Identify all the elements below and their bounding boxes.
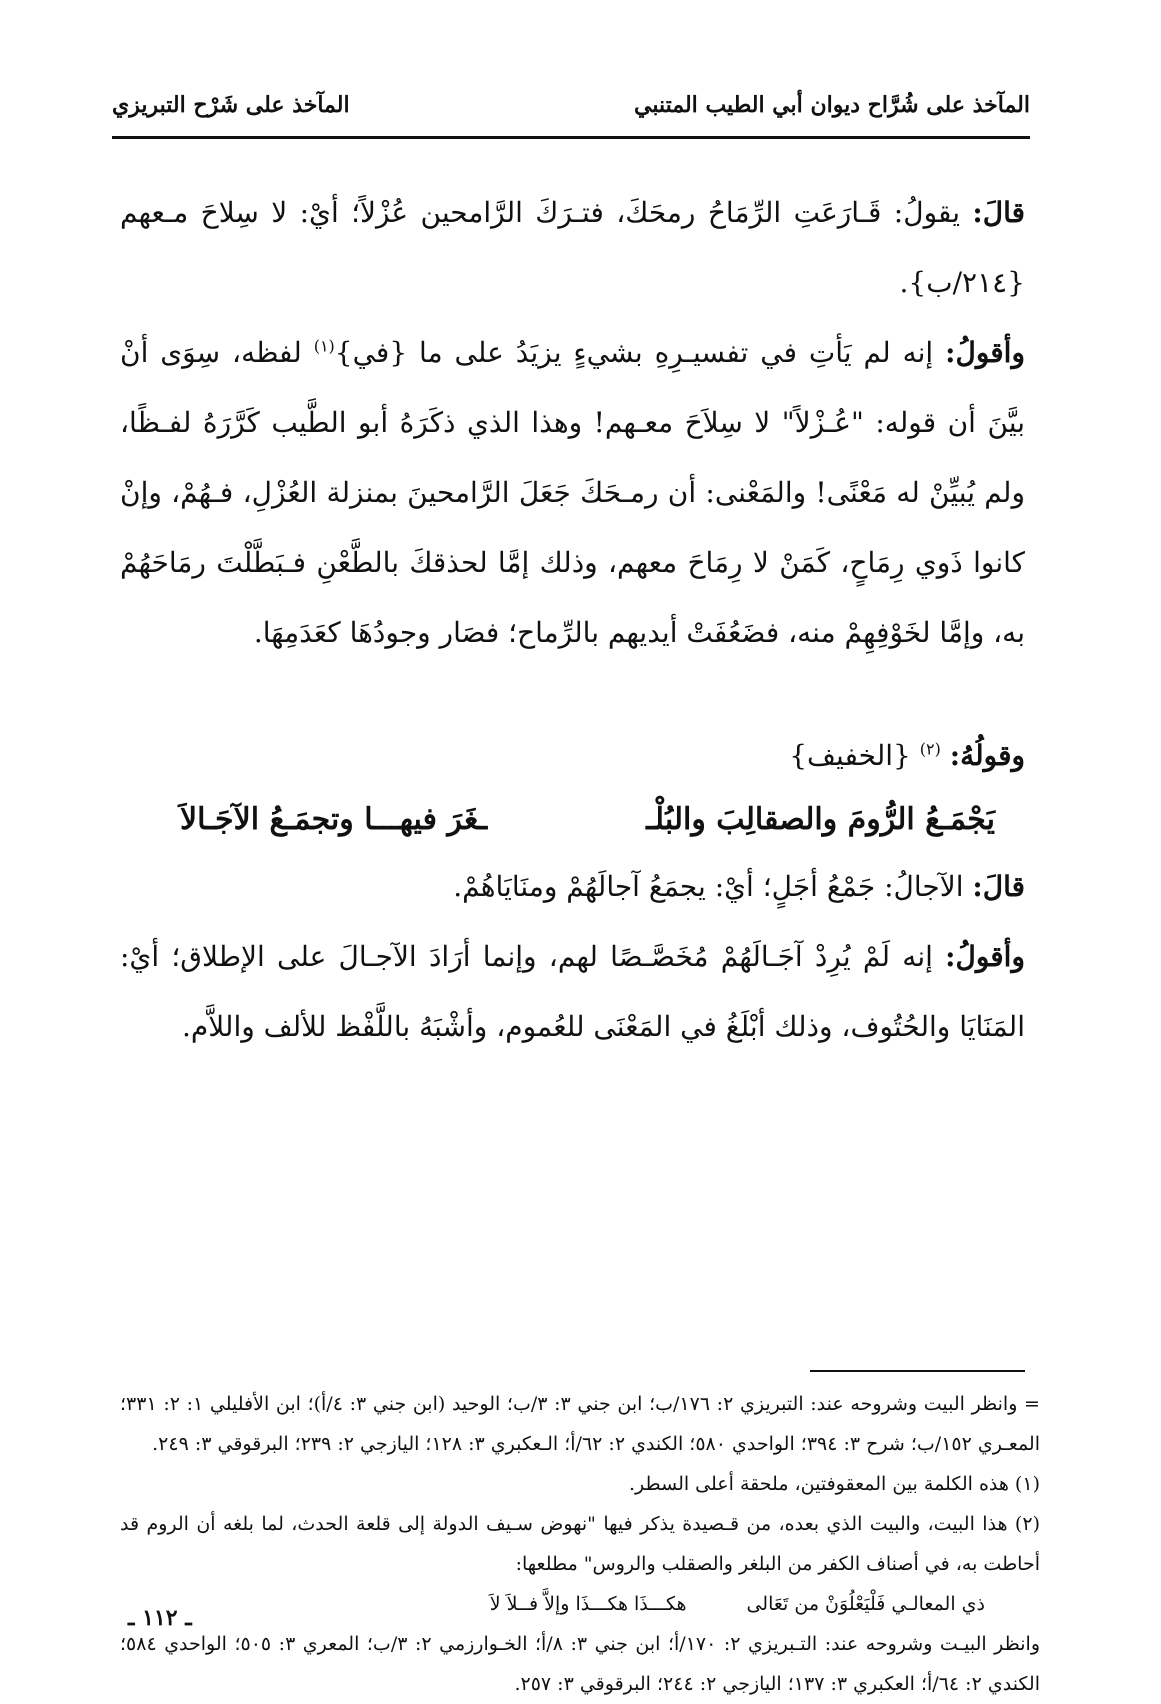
main-text	[120, 178, 1025, 1062]
paragraph-2-text-b: لفظه، سِوَى أنْ بيَّنَ أن قوله: "عُـزْلاً" لا سِلاَحَ معـهم! وهذا الذي ذكَرَهُ أبو الطَّيب كَرَّرَهُ لفـظًا، ولم يُبيِّنْ له مَعْنًى! والمَعْنى: أن رمـحَكَ جَعَلَ الرَّامحينَ بمنزلة العُزْلِ، فـهُمْ، وإنْ كانوا ذَوي رِمَاحٍ، كَمَنْ لا رِمَاحَ معهم، وذلك إمَّا لحذقكَ بالطَّعْنِ فـبَطَّلْتَ رمَاحَهُمْ به، وإمَّا لخَوْفِهِمْ منه، فضَعُفَتْ أيديهم بالرِّماح؛ فصَار وجودُهَا كعَدَمِهَا.	[120, 336, 1025, 649]
paragraph-2	[120, 318, 1025, 668]
paragraph-1-lead: قالَ:	[972, 196, 1025, 229]
paragraph-1	[120, 178, 1025, 318]
footnote-2-verse-first: ذي المعالـي فَلْيَعْلُوَنْ من تَعَالى	[746, 1593, 985, 1615]
footnote-2: (٢) هذا البيت، والبيت الذي بعده، من قـصيدة يذكر فيها "نهوض سـيف الدولة إلى قلعة الحدث، لما بلغه أن الروم قد أحاطت به، في أصناف الكفر من البلغر والصقلب والروس" مطلعها:	[120, 1513, 1040, 1575]
verse-line	[180, 788, 995, 852]
page-number: ـ ١١٢ ـ	[128, 1605, 192, 1631]
footnote-ref-2: (٢)	[919, 739, 941, 759]
footnote-2-verse-second: هكـــذَا هكـــذَا وإلاَّ فــلاَ لاَ	[489, 1593, 687, 1615]
footnote-ref-1: (١)	[313, 336, 335, 356]
header-chapter-title: المآخذ على شَرْح التبريزي	[112, 92, 350, 118]
footnote-2-verse	[120, 1584, 985, 1624]
verse-meter: {الخفيف}	[789, 739, 920, 772]
paragraph-2-text-a: إنه لم يَأتِ في تفسيـرِهِ بشيءٍ يزيَدُ على ما {في}	[334, 336, 946, 369]
paragraph-1-text: يقولُ: قَـارَعَتِ الرِّمَاحُ رمحَكَ، فتـرَكَ الرَّامحين عُزْلاً؛ أيْ: لا سِلاحَ مـعهم {٢١٤/ب}.	[120, 196, 1025, 299]
paragraph-4-lead: وأقولُ:	[945, 940, 1025, 973]
paragraph-4-text: إنه لَمْ يُرِدْ آجَـالَهُمْ مُخَصَّـصًا لهم، وإنما أرَادَ الآجـالَ على الإطلاق؛ أيْ: المَنَايَا والحُتُوف، وذلك أبْلَغُ في المَعْنَى للعُموم، وأشْبَهُ باللَّفْظ للألف واللاَّم.	[120, 940, 1025, 1043]
header-book-title: المآخذ على شُرَّاح ديوان أبي الطيب المتنبي	[634, 92, 1030, 118]
paragraph-3-text: الآجالُ: جَمْعُ أجَلٍ؛ أيْ: يجمَعُ آجالَهُمْ ومنَايَاهُمْ.	[453, 870, 973, 903]
footnote-continued: = وانظر البيت وشروحه عند: التبريزي ٢: ١٧٦/ب؛ ابن جني ٣: ٣/ب؛ الوحيد (ابن جني ٣: ٤/أ)؛ ابن الأفليلي ١: ٢: ٣٣١؛ المعـري ١٥٢/ب؛ شرح ٣: ٣٩٤؛ الواحدي ٥٨٠؛ الكندي ٢: ٦٢/أ؛ الـعكبري ٣: ١٢٨؛ اليازجي ٢: ٢٣٩؛ البرقوقي ٣: ٢٤٩.	[120, 1393, 1040, 1455]
verse-intro	[120, 724, 1025, 788]
footnote-1: (١) هذه الكلمة بين المعقوفتين، ملحقة أعلى السطر.	[629, 1473, 1040, 1495]
footnote-rule	[810, 1370, 1025, 1372]
footnotes	[120, 1384, 1040, 1704]
paragraph-3-lead: قالَ:	[972, 870, 1025, 903]
paragraph-3	[120, 852, 1025, 922]
section-gap	[120, 668, 1025, 724]
verse-intro-lead: وقولُهُ:	[949, 739, 1025, 772]
verse-second-hemistich: ـغَرَ فيهـــا وتجمَـعُ الآجَـالاَ	[180, 802, 488, 837]
footnote-2-references: وانظر البيـت وشروحه عند: التـبريزي ٢: ١٧٠/أ؛ ابن جني ٣: ٨/أ؛ الخـوارزمي ٢: ٣/ب؛ المعري ٣: ٥٠٥؛ الواحدي ٥٨٤؛ الكندي ٢: ٦٤/أ؛ العكبري ٣: ١٣٧؛ اليازجي ٢: ٢٤٤؛ البرقوقي ٣: ٢٥٧.	[120, 1633, 1040, 1695]
paragraph-2-lead: وأقولُ:	[945, 336, 1025, 369]
header-rule	[112, 136, 1030, 139]
running-header	[112, 92, 1030, 132]
paragraph-4	[120, 922, 1025, 1062]
verse-first-hemistich: يَجْمَـعُ الرُّومَ والصقالِبَ والبُلْـ	[646, 802, 995, 837]
